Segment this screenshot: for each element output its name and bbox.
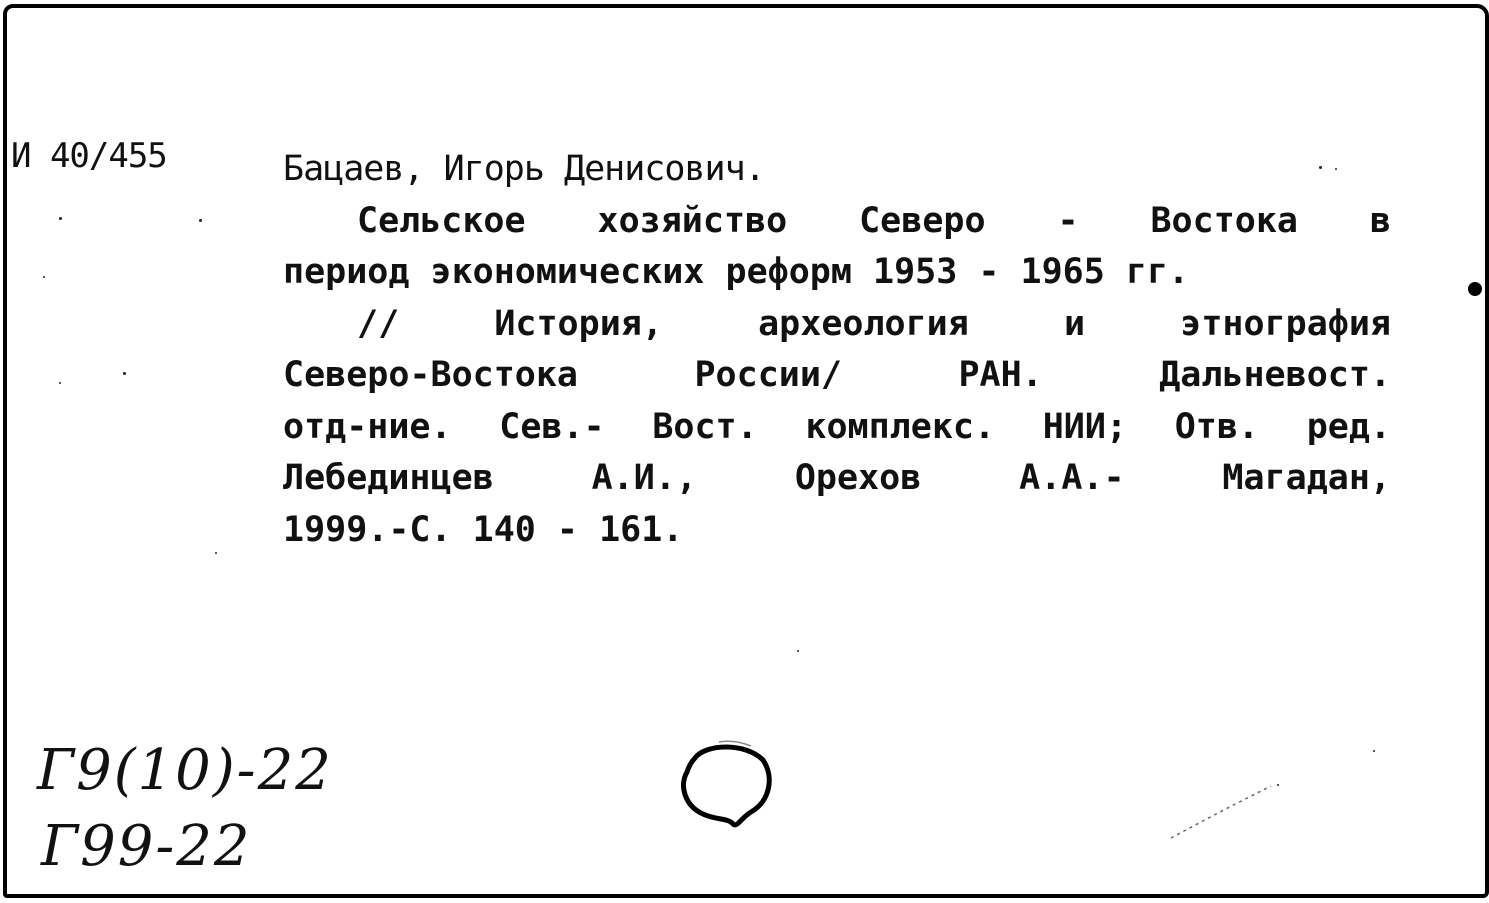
bibliographic-entry xyxy=(283,144,1391,556)
speck xyxy=(215,552,217,554)
speck xyxy=(59,217,62,220)
punch-hole-icon xyxy=(675,740,775,830)
speck xyxy=(1319,166,1322,169)
speck xyxy=(797,650,799,652)
handwritten-code-2: Г99-22 xyxy=(41,814,252,879)
source-line-4: Лебединцев А.И., Орехов А.А.- Магадан, xyxy=(283,458,1391,498)
speck xyxy=(123,372,126,375)
source-line-3: отд-ние. Сев.- Вост. комплекс. НИИ; Отв. ред. xyxy=(283,406,1391,447)
pages-line: 1999.-С. 140 - 161. xyxy=(283,509,684,550)
title-line-1: Сельское хозяйство Северо - Востока в xyxy=(357,200,1391,241)
catalog-card xyxy=(3,4,1489,898)
speck xyxy=(43,276,45,278)
speck xyxy=(1277,784,1279,786)
ink-dot xyxy=(1468,282,1482,296)
speck xyxy=(1335,168,1337,170)
title-line-2: период экономических реформ 1953 - 1965 гг. xyxy=(283,252,1190,292)
pencil-scratch xyxy=(1167,768,1277,848)
speck xyxy=(1373,750,1375,752)
author-line: Бацаев, Игорь Денисович. xyxy=(283,149,765,189)
speck xyxy=(59,382,61,384)
call-number: И 40/455 xyxy=(11,136,167,176)
source-line-2: Северо-Востока России/ РАН. Дальневост. xyxy=(283,355,1391,395)
source-line-1: // История, археология и этнография xyxy=(357,303,1391,344)
handwritten-code-1: Г9(10)-22 xyxy=(37,738,333,803)
speck xyxy=(199,219,202,222)
